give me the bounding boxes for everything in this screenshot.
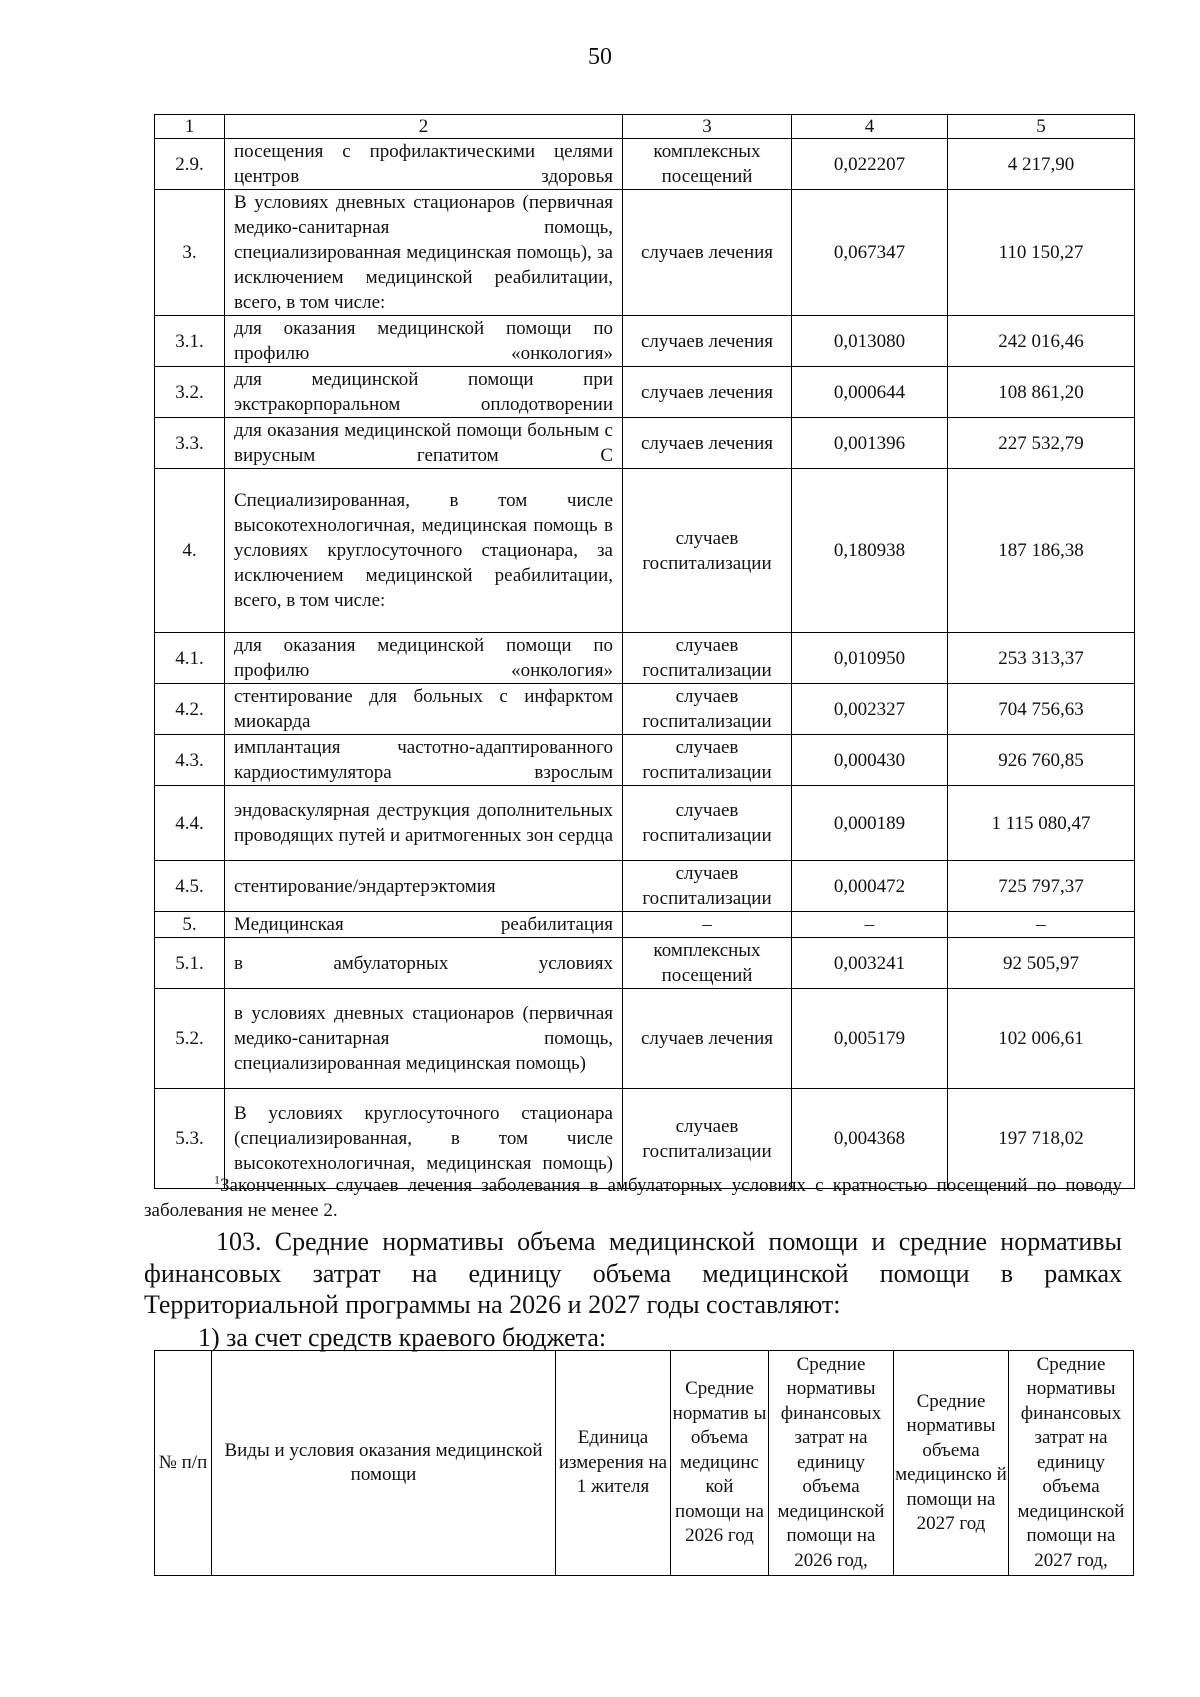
row-volume: 0,001396 xyxy=(792,418,948,469)
table-row xyxy=(155,367,1135,418)
row-cost: 242 016,46 xyxy=(948,316,1135,367)
table-row xyxy=(155,190,1135,316)
row-volume: 0,005179 xyxy=(792,989,948,1089)
row-volume: 0,013080 xyxy=(792,316,948,367)
row-unit: комплексных посещений xyxy=(623,139,792,190)
row-volume: 0,000644 xyxy=(792,367,948,418)
row-number: 4.1. xyxy=(155,633,225,684)
row-description: Специализированная, в том числе высокотехнологичная, медицинская помощь в условиях круглосуточного стационара, за исключением медицинской реабилитации, всего, в том числе: xyxy=(225,469,623,633)
row-volume: 0,180938 xyxy=(792,469,948,633)
row-number: 5.1. xyxy=(155,938,225,989)
table-row xyxy=(155,861,1135,912)
row-cost: 1 115 080,47 xyxy=(948,786,1135,861)
row-description: для медицинской помощи при экстракорпоральном оплодотворении xyxy=(225,367,623,418)
section-103-paragraph: 103. Средние нормативы объема медицинской помощи и средние нормативы финансовых затрат на единицу объема медицинской помощи в рамках Территориальной программы на 2026 и 2027 годы составляют: xyxy=(144,1227,1122,1319)
row-description: для оказания медицинской помощи по профилю «онкология» xyxy=(225,633,623,684)
row-cost: 197 718,02 xyxy=(948,1089,1135,1189)
table-row xyxy=(155,633,1135,684)
table-row xyxy=(155,316,1135,367)
row-number: 3. xyxy=(155,190,225,316)
row-cost: 108 861,20 xyxy=(948,367,1135,418)
row-unit: случаев лечения xyxy=(623,418,792,469)
row-number: 2.9. xyxy=(155,139,225,190)
subheading-regional-budget: 1) за счет средств краевого бюджета: xyxy=(198,1323,607,1352)
header-number: № п/п xyxy=(155,1351,212,1576)
row-cost: 187 186,38 xyxy=(948,469,1135,633)
header-unit: Единица измерения на 1 жителя xyxy=(556,1351,671,1576)
row-volume: 0,010950 xyxy=(792,633,948,684)
row-description: для оказания медицинской помощи по профилю «онкология» xyxy=(225,316,623,367)
page-number: 50 xyxy=(588,44,612,70)
row-description: эндоваскулярная деструкция дополнительных проводящих путей и аритмогенных зон сердца xyxy=(225,786,623,861)
row-description: В условиях дневных стационаров (первичная медико-санитарная помощь, специализированная медицинская помощь), за исключением медицинской реабилитации, всего, в том числе: xyxy=(225,190,623,316)
row-volume: 0,004368 xyxy=(792,1089,948,1189)
column-number: 5 xyxy=(948,115,1135,139)
footnote-text: Законченных случаев лечения заболевания в амбулаторных условиях с кратностью посещений по поводу заболевания не менее 2. xyxy=(144,1175,1122,1221)
column-number: 1 xyxy=(155,115,225,139)
row-number: 3.2. xyxy=(155,367,225,418)
header-volume-2026: Средние норматив ы объема медицинс кой помощи на 2026 год xyxy=(671,1351,769,1576)
row-volume: 0,003241 xyxy=(792,938,948,989)
row-description: Медицинская реабилитация xyxy=(225,912,623,938)
row-unit: случаев госпитализации xyxy=(623,684,792,735)
row-unit: случаев госпитализации xyxy=(623,735,792,786)
row-cost: 227 532,79 xyxy=(948,418,1135,469)
header-care-type: Виды и условия оказания медицинской помощи xyxy=(212,1351,556,1576)
row-description: В условиях круглосуточного стационара (специализированная, в том числе высокотехнологичная, медицинская помощь) xyxy=(225,1089,623,1189)
row-unit: случаев лечения xyxy=(623,316,792,367)
row-cost: 102 006,61 xyxy=(948,989,1135,1089)
row-number: 4.5. xyxy=(155,861,225,912)
row-volume: 0,002327 xyxy=(792,684,948,735)
header-cost-2026: Средние нормативы финансовых затрат на единицу объема медицинской помощи на 2026 год, xyxy=(769,1351,894,1576)
row-unit: случаев госпитализации xyxy=(623,861,792,912)
row-description: в амбулаторных условиях xyxy=(225,938,623,989)
table-header-row xyxy=(155,1351,1134,1576)
standards-2026-2027-table xyxy=(154,1350,1134,1576)
row-description: имплантация частотно-адаптированного кардиостимулятора взрослым xyxy=(225,735,623,786)
column-number: 2 xyxy=(225,115,623,139)
table-row xyxy=(155,418,1135,469)
row-volume: 0,000472 xyxy=(792,861,948,912)
row-description: для оказания медицинской помощи больным с вирусным гепатитом С xyxy=(225,418,623,469)
row-number: 5.3. xyxy=(155,1089,225,1189)
row-unit: случаев госпитализации xyxy=(623,1089,792,1189)
row-cost: 4 217,90 xyxy=(948,139,1135,190)
header-volume-2027: Средние нормативы объема медицинско й помощи на 2027 год xyxy=(894,1351,1009,1576)
table-row xyxy=(155,735,1135,786)
row-unit: случаев лечения xyxy=(623,989,792,1089)
medical-care-standards-table xyxy=(154,114,1135,1189)
row-number: 5. xyxy=(155,912,225,938)
row-description: стентирование/эндартерэктомия xyxy=(225,861,623,912)
table-row xyxy=(155,786,1135,861)
row-number: 4. xyxy=(155,469,225,633)
row-cost: 92 505,97 xyxy=(948,938,1135,989)
row-number: 4.4. xyxy=(155,786,225,861)
footnote-marker: 1 xyxy=(214,1172,220,1187)
table-row xyxy=(155,938,1135,989)
row-description: стентирование для больных с инфарктом миокарда xyxy=(225,684,623,735)
table-row xyxy=(155,912,1135,938)
row-unit: случаев лечения xyxy=(623,367,792,418)
row-unit: случаев лечения xyxy=(623,190,792,316)
row-number: 5.2. xyxy=(155,989,225,1089)
row-unit: случаев госпитализации xyxy=(623,469,792,633)
row-cost: – xyxy=(948,912,1135,938)
row-unit: случаев госпитализации xyxy=(623,633,792,684)
row-cost: 725 797,37 xyxy=(948,861,1135,912)
row-volume: 0,000430 xyxy=(792,735,948,786)
row-volume: 0,022207 xyxy=(792,139,948,190)
row-description: посещения с профилактическими целями центров здоровья xyxy=(225,139,623,190)
row-number: 3.1. xyxy=(155,316,225,367)
row-cost: 926 760,85 xyxy=(948,735,1135,786)
column-number: 4 xyxy=(792,115,948,139)
row-volume: 0,067347 xyxy=(792,190,948,316)
footnote xyxy=(144,1173,1122,1223)
row-number: 4.3. xyxy=(155,735,225,786)
table-row xyxy=(155,989,1135,1089)
row-cost: 253 313,37 xyxy=(948,633,1135,684)
row-cost: 704 756,63 xyxy=(948,684,1135,735)
row-unit: случаев госпитализации xyxy=(623,786,792,861)
table-row xyxy=(155,469,1135,633)
column-number: 3 xyxy=(623,115,792,139)
row-volume: – xyxy=(792,912,948,938)
row-volume: 0,000189 xyxy=(792,786,948,861)
row-cost: 110 150,27 xyxy=(948,190,1135,316)
row-unit: – xyxy=(623,912,792,938)
table-row xyxy=(155,684,1135,735)
column-number-row xyxy=(155,115,1135,139)
row-unit: комплексных посещений xyxy=(623,938,792,989)
header-cost-2027: Средние нормативы финансовых затрат на единицу объема медицинской помощи на 2027 год, xyxy=(1009,1351,1134,1576)
row-number: 4.2. xyxy=(155,684,225,735)
table-row xyxy=(155,139,1135,190)
row-description: в условиях дневных стационаров (первичная медико-санитарная помощь, специализированная медицинская помощь) xyxy=(225,989,623,1089)
row-number: 3.3. xyxy=(155,418,225,469)
